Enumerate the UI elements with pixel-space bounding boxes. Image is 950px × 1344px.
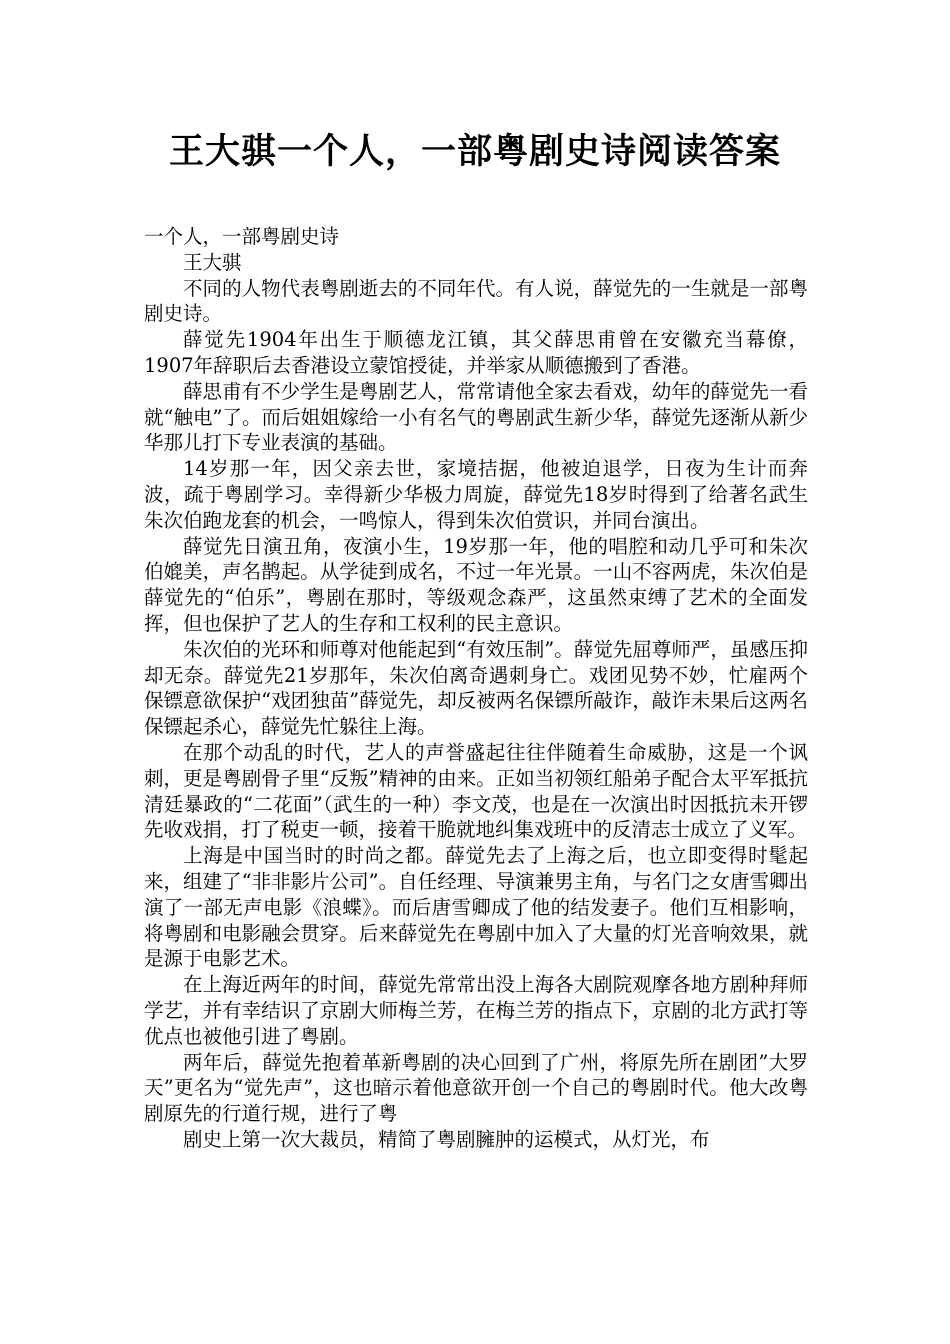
paragraph: 薛觉先1904年出生于顺德龙江镇，其父薛思甫曾在安徽充当幕僚，1907年辞职后去香港设立蒙馆授徒，并举家从顺德搬到了香港。 xyxy=(144,328,808,377)
article-heading: 一个人，一部粤剧史诗 xyxy=(144,225,340,248)
paragraph: 不同的人物代表粤剧逝去的不同年代。有人说，薛觉先的一生就是一部粤剧史诗。 xyxy=(144,276,808,326)
paragraph: 薛思甫有不少学生是粤剧艺人，常常请他全家去看戏，幼年的薛觉先一看就“触电”了。而后姐姐嫁给一小有名气的粤剧武生新少华，薛觉先逐渐从新少华那儿打下专业表演的基础。 xyxy=(144,379,808,455)
paragraph: 上海是中国当时的时尚之都。薛觉先去了上海之后，也立即变得时髦起来，组建了“非非影片公司”。自任经理、导演兼男主角，与名门之女唐雪卿出演了一部无声电影《浪蝶》。而后唐雪卿成了他的结发妻子。他们互相影响，将粤剧和电影融会贯穿。后来薛觉先在粤剧中加入了大量的灯光音响效果，就是源于电影艺术。 xyxy=(144,844,808,971)
paragraph: 两年后，薛觉先抱着革新粤剧的决心回到了广州，将原先所在剧团”大罗天”更名为“觉先声”，这也暗示着他意欲开创一个自己的粤剧时代。他大改粤剧原先的行道行规，进行了粤 xyxy=(144,1050,808,1126)
paragraph: 在上海近两年的时间，薛觉先常常出没上海各大剧院观摩各地方剧种拜师学艺，并有幸结识了京剧大师梅兰芳，在梅兰芳的指点下，京剧的北方武打等优点也被他引进了粤剧。 xyxy=(144,973,808,1048)
paragraph: 薛觉先日演丑角，夜演小生，19岁那一年，他的唱腔和动几乎可和朱次伯媲美，声名鹊起。从学徒到成名，不过一年光景。一山不容两虎，朱次伯是薛觉先的“伯乐”，粤剧在那时，等级观念森严，这虽然束缚了艺术的全面发挥，但也保护了艺人的生存和工权利的民主意识。 xyxy=(144,534,808,635)
article-author: 王大骐 xyxy=(183,250,242,274)
paragraph: 剧史上第一次大裁员，精简了粤剧臃肿的运模式，从灯光，布 xyxy=(183,1127,710,1151)
article-body xyxy=(144,224,808,1153)
paragraph: 在那个动乱的时代，艺人的声誉盛起往往伴随着生命威胁，这是一个讽刺，更是粤剧骨子里“反叛”精神的由来。正如当初领红船弟子配合太平军抵抗清廷暴政的“二花面”（武生的一种）李文茂，也是在一次演出时因抵抗未开锣先收戏捐，打了税吏一顿，接着干脆就地纠集戏班中的反清志士成立了义军。 xyxy=(144,740,808,842)
page-title: 王大骐一个人，一部粤剧史诗阅读答案 xyxy=(168,132,781,172)
paragraph: 14岁那一年，因父亲去世，家境拮据，他被迫退学，日夜为生计而奔波，疏于粤剧学习。幸得新少华极力周旋，薛觉先18岁时得到了给著名武生朱次伯跑龙套的机会，一鸣惊人，得到朱次伯赏识，并同台演出。 xyxy=(144,457,808,532)
paragraph: 朱次伯的光环和师尊对他能起到“有效压制”。薛觉先屈尊师严，虽感压抑却无奈。薛觉先21岁那年，朱次伯离奇遇刺身亡。戏团见势不妙，忙雇两个保镖意欲保护“戏团独苗”薛觉先，却反被两名保镖所敲诈，敲诈未果后这两名保镖起杀心，薛觉先忙躲往上海。 xyxy=(144,637,808,739)
